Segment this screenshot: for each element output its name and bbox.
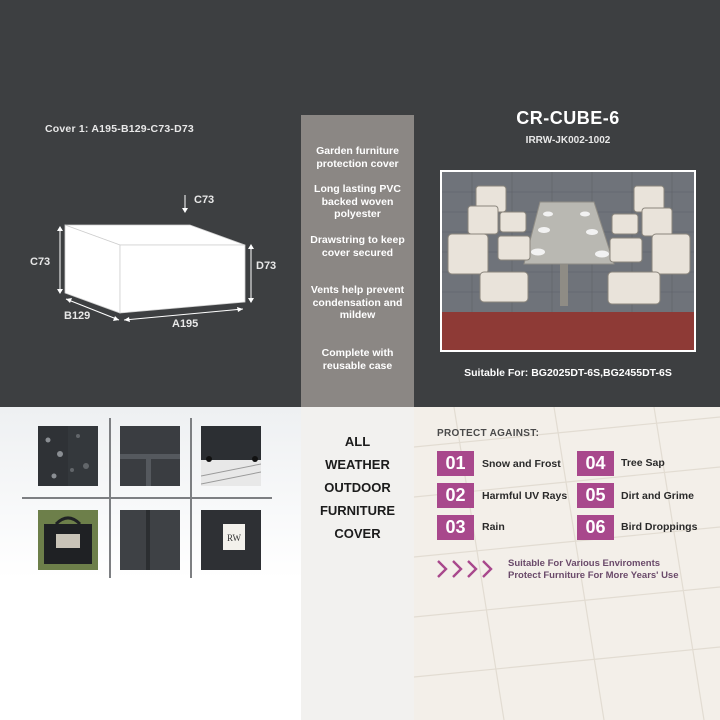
num-badge: 04 — [577, 451, 614, 476]
cover-dimension-diagram — [20, 185, 290, 335]
dim-d-right: D73 — [256, 260, 277, 272]
suitable-for: Suitable For: BG2025DT-6S,BG2455DT-6S — [464, 367, 672, 379]
threat-label: Bird Droppings — [621, 521, 698, 533]
num-badge: 03 — [437, 515, 474, 540]
threat-label: Rain — [482, 521, 505, 533]
dim-c-left: C73 — [30, 256, 51, 268]
grid-divider — [22, 497, 272, 499]
protect-title: PROTECT AGAINST: — [437, 428, 540, 439]
product-sku: IRRW-JK002-1002 — [525, 135, 611, 146]
num-badge: 02 — [437, 483, 474, 508]
cover-title: Cover 1: A195-B129-C73-D73 — [45, 123, 194, 135]
feature-4: Vents help prevent condensation and mildew — [310, 284, 405, 321]
feature-1: Garden furniture protection cover — [316, 145, 399, 170]
furniture-photo — [440, 170, 696, 352]
badge-line: FURNITURE — [319, 503, 396, 518]
all-weather-badge — [301, 430, 414, 545]
num-badge: 05 — [577, 483, 614, 508]
thumb-brand-label — [201, 510, 261, 570]
product-code: CR-CUBE-6 — [516, 108, 620, 128]
threat-label: Harmful UV Rays — [482, 490, 568, 502]
badge-line: OUTDOOR — [324, 480, 391, 495]
thumb-storage-bag — [38, 510, 98, 570]
feature-column — [301, 115, 414, 407]
chevron-right-icon — [436, 559, 500, 579]
badge-line: COVER — [334, 526, 381, 541]
num-badge: 01 — [437, 451, 474, 476]
grid-divider — [190, 418, 192, 578]
grid-divider — [109, 418, 111, 578]
badge-line: ALL — [344, 434, 371, 449]
thumb-water-droplets — [38, 426, 98, 486]
badge-line: WEATHER — [325, 457, 390, 472]
dim-b-bottom: B129 — [64, 310, 91, 322]
feature-2: Long lasting PVC backed woven polyester — [314, 183, 401, 220]
thumb-drawstring — [201, 426, 261, 486]
thumb-fabric — [120, 510, 180, 570]
threat-label: Snow and Frost — [482, 458, 561, 470]
tagline-environments: Suitable For Various Enviroments — [508, 558, 661, 569]
tagline-protect: Protect Furniture For More Years' Use — [508, 570, 679, 581]
threat-label: Dirt and Grime — [621, 490, 694, 502]
threat-label: Tree Sap — [621, 457, 665, 469]
dim-c-top: C73 — [194, 194, 215, 206]
feature-3: Drawstring to keep cover secured — [310, 234, 405, 259]
feature-5: Complete with reusable case — [321, 347, 394, 372]
brand-label-text: RW — [226, 533, 242, 543]
num-badge: 06 — [577, 515, 614, 540]
dim-a-bottom: A195 — [172, 318, 199, 330]
thumb-seam — [120, 426, 180, 486]
